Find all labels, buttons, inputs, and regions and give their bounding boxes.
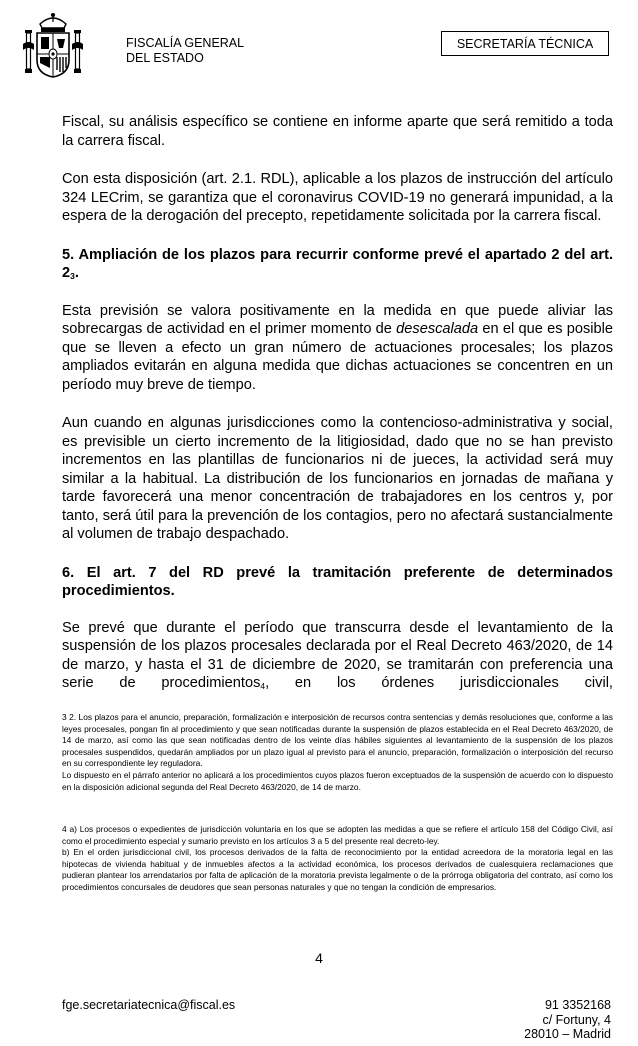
paragraph-3	[62, 302, 613, 395]
header-organization	[126, 36, 244, 66]
footnote-4-para-1: 4 a) Los procesos o expedientes de jurisdicción voluntaria en los que se adopten las medidas a que se refiere el artículo 158 del Código Civil, así como el procedimiento especial y sumario previsto en los artículos 3 a 5 del presente real decreto-ley.	[62, 824, 613, 846]
paragraph-2: Con esta disposición (art. 2.1. RDL), aplicable a los plazos de instrucción del artículo 324 LECrim, se garantiza que el coronavirus COVID-19 no generará impunidad, a la espera de la derogación del precepto, repetidamente solicitada por la carrera fiscal.	[62, 171, 613, 224]
paragraph-1: Fiscal, su análisis específico se contiene en informe aparte que será remitido a toda la carrera fiscal.	[62, 114, 613, 149]
footnote-ref-3[interactable]: 3	[70, 271, 75, 281]
paragraph-5	[62, 619, 613, 694]
footnote-4	[62, 824, 613, 894]
department-label: SECRETARÍA TÉCNICA	[456, 36, 594, 51]
footer-email-link[interactable]: fge.secretariatecnica@fiscal.es	[62, 998, 236, 1012]
paragraph-3-emphasis: desescalada	[396, 321, 479, 337]
department-box	[441, 31, 609, 56]
paragraph-3-a: Esta previsión se valora positivamente en la medida en que puede aliviar las sobrecargas de actividad en el primer momento de	[62, 302, 613, 337]
footnote-3-para-2: Lo dispuesto en el párrafo anterior no aplicará a los procedimientos cuyos plazos fueron exceptuados de la suspensión de acuerdo con lo dispuesto en la disposición adicional segunda del Real Decreto 463/2020, de 14 de marzo.	[62, 769, 613, 792]
paragraph-4: Aun cuando en algunas jurisdicciones como la contencioso-administrativa y social, es previsible un cierto incremento de la litigiosidad, dado que no se han previsto incrementos en las plantillas de funcionarios ni de jueces, la actividad será muy similar a la habitual. La distribución de los funcionarios en jornadas de mañana y tarde favorecerá una menor concentración de trabajadores en los centros y, por tanto, será útil para la prevención de los contagios, pero no afectará sustancialmente al volumen de trabajo despachado.	[62, 415, 613, 542]
org-name-line1: FISCALÍA GENERAL	[126, 36, 245, 50]
paragraph-3-b: en el que es posible que se lleven a efecto un gran número de actuaciones procesales; los plazos ampliados evitarán en alguna medida que dichas actuaciones se concentren en un período muy breve de tiempo.	[62, 321, 613, 393]
footnote-4-para-2: b) En el orden jurisdiccional civil, los procesos derivados de la falta de reconocimiento por la entidad acreedora de la moratoria legal en las hipotecas de vivienda habitual y de inmuebles afectos a la actividad económica, los procesos derivados de cualesquiera reclamaciones que pudieran plantear los arrendatarios por falta de aplicación de la moratoria prevista legalmente o de la prórroga obligatoria del contrato, así como los procedimientos concursales de deudores que sean personas naturales y que no tengan la condición de empresarios.	[62, 847, 613, 892]
footnote-3	[62, 712, 613, 793]
paragraph-5-b: , en los órdenes jurisdiccionales civil,	[265, 675, 613, 691]
footer-city: 28010 – Madrid	[524, 1027, 611, 1042]
footnote-ref-4[interactable]: 4	[260, 681, 266, 691]
body-text	[62, 113, 613, 694]
paragraph-5-a: Se prevé que durante el período que transcurra desde el levantamiento de la suspensión de los plazos procesales declarada por el Real Decreto 463/2020, de 14 de marzo, y hasta el 31 de diciembre de 2020, se tramitarán con preferencia una serie de procedimientos	[62, 619, 613, 691]
org-name-line2: DEL ESTADO	[126, 51, 204, 65]
section-heading-5-text: 5. Ampliación de los plazos para recurrir conforme prevé el apartado 2 del art. 2	[62, 246, 613, 281]
footnote-3-para-1: 3 2. Los plazos para el anuncio, preparación, formalización e interposición de recursos contra sentencias y demás resoluciones que, conforme a las leyes procesales, pongan fin al procedimiento y que sean notificadas durante la suspensión de plazos establecida en el Real Decreto 463/2020, de 14 de marzo, así como las que sean notificadas dentro de los veinte días hábiles siguientes al levantamiento de la suspensión de los plazos procesales suspendidos, quedarán ampliados por un plazo igual al previsto para el anuncio, preparación, formalización o interposición del recurso en su correspondiente ley reguladora.	[62, 712, 613, 769]
section-heading-5	[62, 246, 613, 284]
footer-contact	[524, 998, 611, 1042]
page-number: 4	[315, 950, 323, 966]
coat-of-arms-icon	[22, 10, 84, 80]
section-heading-5-end: .	[74, 265, 79, 281]
footer-street: c/ Fortuny, 4	[542, 1012, 611, 1027]
section-heading-6: 6. El art. 7 del RD prevé la tramitación preferente de determinados procedimientos.	[62, 564, 613, 599]
footer-phone: 91 3352168	[544, 998, 611, 1012]
